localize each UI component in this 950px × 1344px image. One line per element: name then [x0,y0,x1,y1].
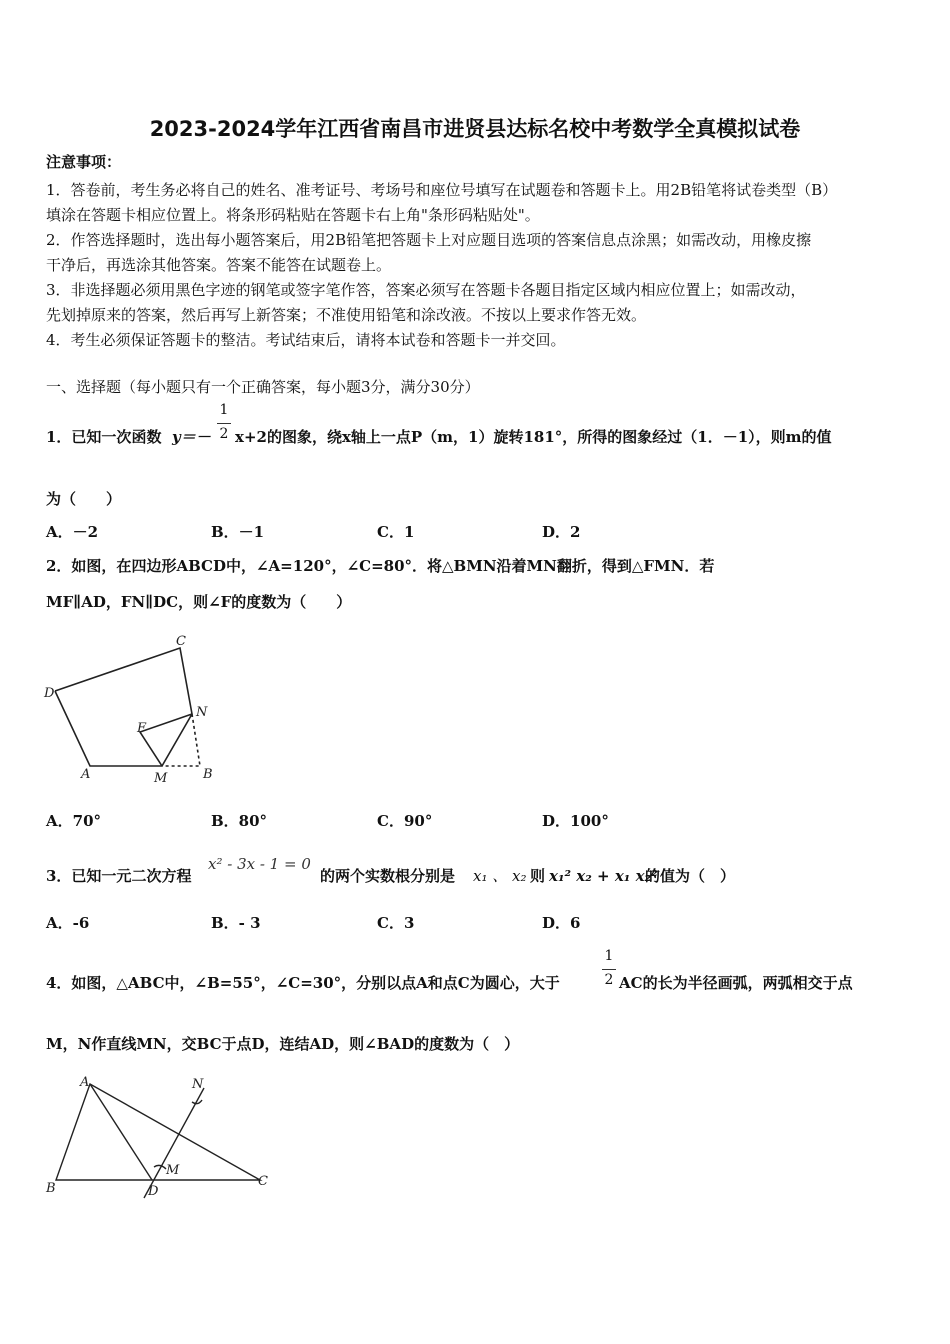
label-d: D [148,1184,159,1199]
fraction-bar [217,423,231,424]
q2-option-d: D．100° [542,812,609,830]
q1-text: x+2的图象，绕x轴上一点P（m，1）旋转181°，所得的图象经过（1．－1），则m的值 [235,428,832,446]
label-m: M [154,771,168,786]
q3-suffix: 的值为（ ） [645,867,736,885]
q1-option-d: D．2 [542,523,581,541]
notice-line: 先划掉原来的答案，然后再写上新答案；不准使用铅笔和涂改液。不按以上要求作答无效。 [46,306,647,324]
q4-text-suffix: AC的长为半径画弧，两弧相交于点 [619,974,853,992]
q2-text: 2．如图，在四边形ABCD中，∠A=120°，∠C=80°．将△BMN沿着MN翻折，得到△FMN．若 [46,557,715,575]
label-b: B [46,1181,56,1196]
q3-option-c: C．3 [377,914,415,932]
label-a: A [81,767,91,782]
label-n: N [192,1077,204,1092]
q4-fraction-denominator: 2 [604,972,614,988]
q1-option-a: A．－2 [46,523,99,541]
q2-option-b: B．80° [211,812,268,830]
label-a: A [80,1075,90,1090]
q1-fraction-denominator: 2 [219,426,229,442]
q3-option-b: B．- 3 [211,914,261,932]
q3-option-d: D．6 [542,914,581,932]
label-c: C [176,634,186,649]
q3-expression: x₁² x₂ + x₁ x₂² [549,867,658,885]
section-heading: 一、选择题（每小题只有一个正确答案，每小题3分，满分30分） [46,378,480,396]
q2-text-line2: MF∥AD，FN∥DC，则∠F的度数为（ ） [46,593,352,611]
label-f: F [137,721,147,736]
q3-equation: x² - 3x - 1 = 0 [208,855,311,873]
notice-line: 填涂在答题卡相应位置上。将条形码粘贴在答题卡右上角"条形码粘贴处"。 [46,206,540,224]
q3-then: 则 [530,867,546,885]
q3-roots: x₁ 、 x₂ [473,867,527,885]
label-d: D [44,686,55,701]
q1-prefix: 1．已知一次函数 [46,428,162,446]
q1-option-c: C．1 [377,523,415,541]
q1-text-line2: 为（ ） [46,490,122,508]
q3-text: 的两个实数根分别是 [320,867,456,885]
q4-triangle-figure [40,1072,280,1204]
q2-quadrilateral-figure [40,628,230,788]
q4-fraction-numerator: 1 [604,948,614,964]
q2-option-a: A．70° [46,812,102,830]
q4-text-line2: M，N作直线MN，交BC于点D，连结AD，则∠BAD的度数为（ ） [46,1035,520,1053]
page-title: 2023-2024学年江西省南昌市进贤县达标名校中考数学全真模拟试卷 [149,117,801,141]
q3-option-a: A．-6 [46,914,90,932]
notice-line: 2．作答选择题时，选出每小题答案后，用2B铅笔把答题卡上对应题目选项的答案信息点涂黑；如需改动，用橡皮擦 [46,231,812,249]
label-m: M [166,1163,180,1178]
q1-fraction-numerator: 1 [219,402,229,418]
segment-ad [90,1084,152,1180]
label-n: N [196,705,208,720]
notice-line: 4．考生必须保证答题卡的整洁。考试结束后，请将本试卷和答题卡一并交回。 [46,331,566,349]
notice-heading: 注意事项： [46,153,122,171]
q1-function: y＝－ [172,428,211,446]
notice-line: 3．非选择题必须用黑色字迹的钢笔或签字笔作答，答案必须写在答题卡各题目指定区域内相应位置上；如需改动， [46,281,806,299]
q3-prefix: 3．已知一元二次方程 [46,867,192,885]
fraction-bar [602,969,616,970]
q4-text: 4．如图，△ABC中，∠B=55°，∠C=30°，分别以点A和点C为圆心，大于 [46,974,560,992]
label-b: B [203,767,213,782]
q1-option-b: B．－1 [211,523,265,541]
label-c: C [258,1174,268,1189]
quadrilateral-outline [55,648,192,766]
q2-option-c: C．90° [377,812,433,830]
notice-line: 干净后，再选涂其他答案。答案不能答在试题卷上。 [46,256,392,274]
notice-line: 1．答卷前，考生务必将自己的姓名、准考证号、考场号和座位号填写在试题卷和答题卡上。用2B铅笔将试卷类型（B） [46,181,838,199]
